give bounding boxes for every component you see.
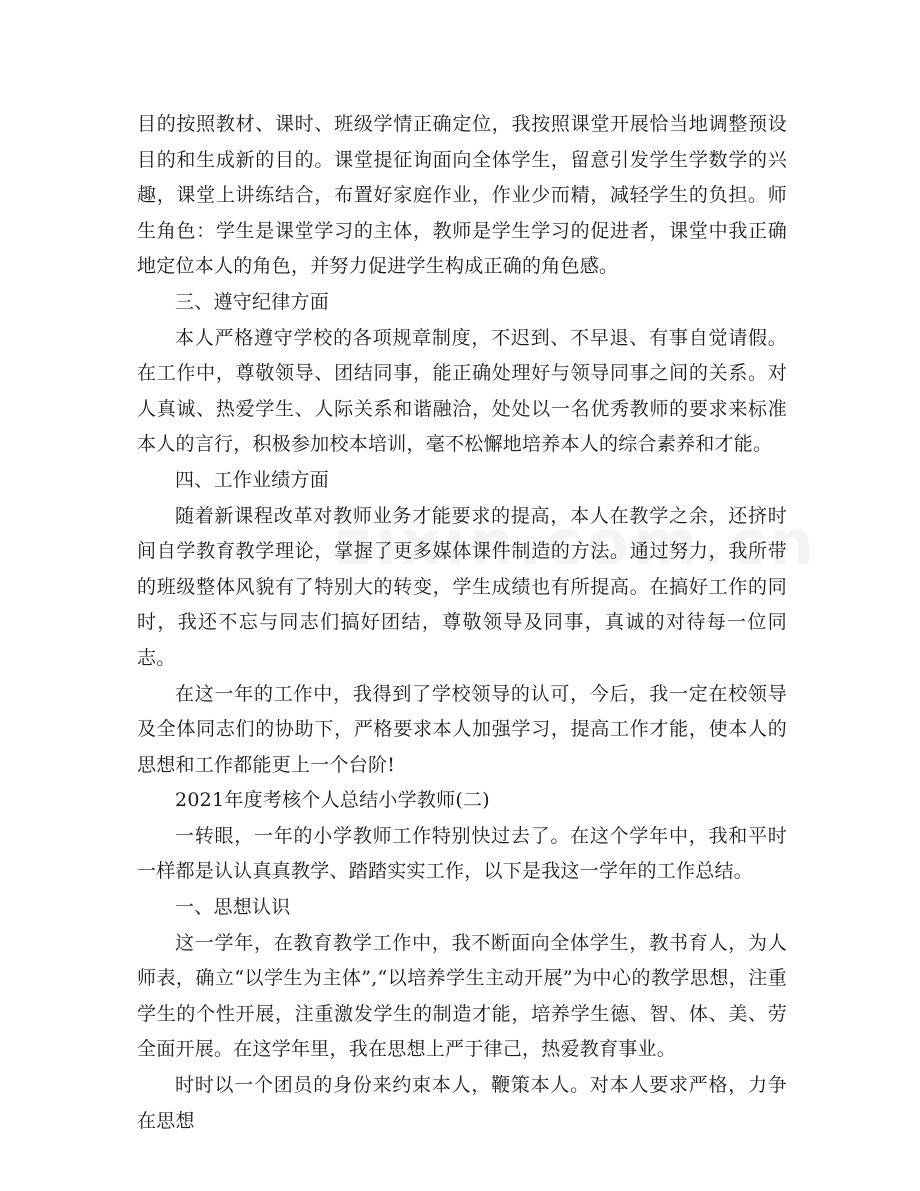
- section-heading-discipline: 三、遵守纪律方面: [175, 290, 330, 313]
- paragraph-performance: 随着新课程改革对教师业务才能要求的提高，本人在教学之余，还挤时间自学教育教学理论，掌握了更多媒体课件制造的方法。通过努力，我所带的班级整体风貌有了特别大的转变，学生成绩也有所提高。在搞好工作的同时，我还不忘与同志们搞好团结，尊敬领导及同事，真诚的对待每一位同志。: [137, 504, 787, 669]
- section-heading-thinking: 一、思想认识: [175, 896, 291, 919]
- section-heading-performance: 四、工作业绩方面: [175, 468, 330, 491]
- paragraph-conclusion: 在这一年的工作中，我得到了学校领导的认可，今后，我一定在校领导及全体同志们的协助下，严格要求本人加强学习，提高工作才能，使本人的思想和工作都能更上一个台阶!: [137, 682, 787, 776]
- document-title-part-two: 2021年度考核个人总结小学教师(二): [175, 789, 490, 812]
- paragraph-continuation: 目的按照教材、课时、班级学情正确定位，我按照课堂开展恰当地调整预设目的和生成新的目的。课堂提征询面向全体学生，留意引发学生学数学的兴趣，课堂上讲练结合，布置好家庭作业，作业少而精，减轻学生的负担。师生角色：学生是课堂学习的主体，教师是学生学习的促进者，课堂中我正确地定位本人的角色，并努力促进学生构成正确的角色感。: [137, 113, 787, 278]
- paragraph-thinking: 这一学年，在教育教学工作中，我不断面向全体学生，教书育人，为人师表，确立“以学生为主体”,“以培养学生主动开展”为中心的教学思想，注重学生的个性开展，注重激发学生的制造才能，培养学生德、智、体、美、劳全面开展。在这学年里，我在思想上严于律己，热爱教育事业。: [137, 931, 787, 1061]
- paragraph-discipline: 本人严格遵守学校的各项规章制度，不迟到、不早退、有事自觉请假。在工作中，尊敬领导、团结同事，能正确处理好与领导同事之间的关系。对人真诚、热爱学生、人际关系和谐融洽，处处以一名优秀教师的要求来标准本人的言行，积极参加校本培训，毫不松懈地培养本人的综合素养和才能。: [137, 326, 787, 456]
- paragraph-self-discipline: 时时以一个团员的身份来约束本人，鞭策本人。对本人要求严格，力争在思想: [137, 1074, 787, 1132]
- paragraph-intro: 一转眼，一年的小学教师工作特别快过去了。在这个学年中，我和平时一样都是认认真真教学、踏踏实实工作，以下是我这一学年的工作总结。: [137, 824, 787, 883]
- document-body: [137, 107, 787, 1139]
